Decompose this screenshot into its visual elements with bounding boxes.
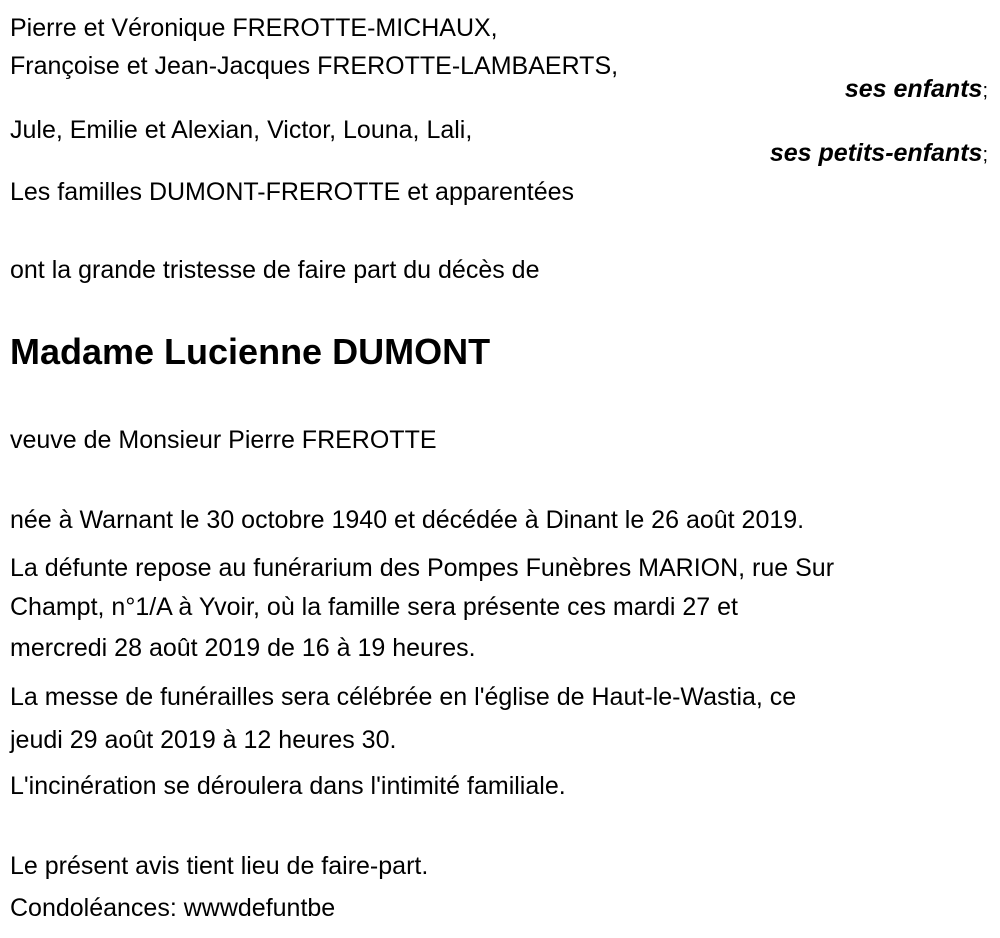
cremation: L'incinération se déroulera dans l'intimité familiale. [10,772,566,800]
announcement: ont la grande tristesse de faire part du décès de [10,256,540,284]
children-label: ses enfants; [844,75,988,103]
condolences: Condoléances: wwwdefuntbe [10,894,336,922]
children-line-1: Pierre et Véronique FREROTTE-MICHAUX, [10,14,498,42]
visitation-line-1: La défunte repose au funérarium des Pompes Funèbres MARION, rue Sur [10,554,835,582]
funeral-line-2: jeudi 29 août 2019 à 12 heures 30. [10,726,397,754]
visitation-line-3: mercredi 28 août 2019 de 16 à 19 heures. [10,634,476,662]
children-line-2: Françoise et Jean-Jacques FREROTTE-LAMBAERTS, [10,52,619,80]
deceased-name: Madame Lucienne DUMONT [10,331,491,372]
notice: Le présent avis tient lieu de faire-part. [10,852,429,880]
grandchildren-label: ses petits-enfants; [769,139,988,167]
families-line: Les familles DUMONT-FREROTTE et apparentées [10,178,575,206]
grandchildren-line: Jule, Emilie et Alexian, Victor, Louna, Lali, [10,116,473,144]
visitation-line-2: Champt, n°1/A à Yvoir, où la famille sera présente ces mardi 27 et [10,593,738,621]
birth-death: née à Warnant le 30 octobre 1940 et décédée à Dinant le 26 août 2019. [10,506,805,534]
funeral-line-1: La messe de funérailles sera célébrée en l'église de Haut-le-Wastia, ce [10,683,797,711]
widow-of: veuve de Monsieur Pierre FREROTTE [10,426,437,454]
